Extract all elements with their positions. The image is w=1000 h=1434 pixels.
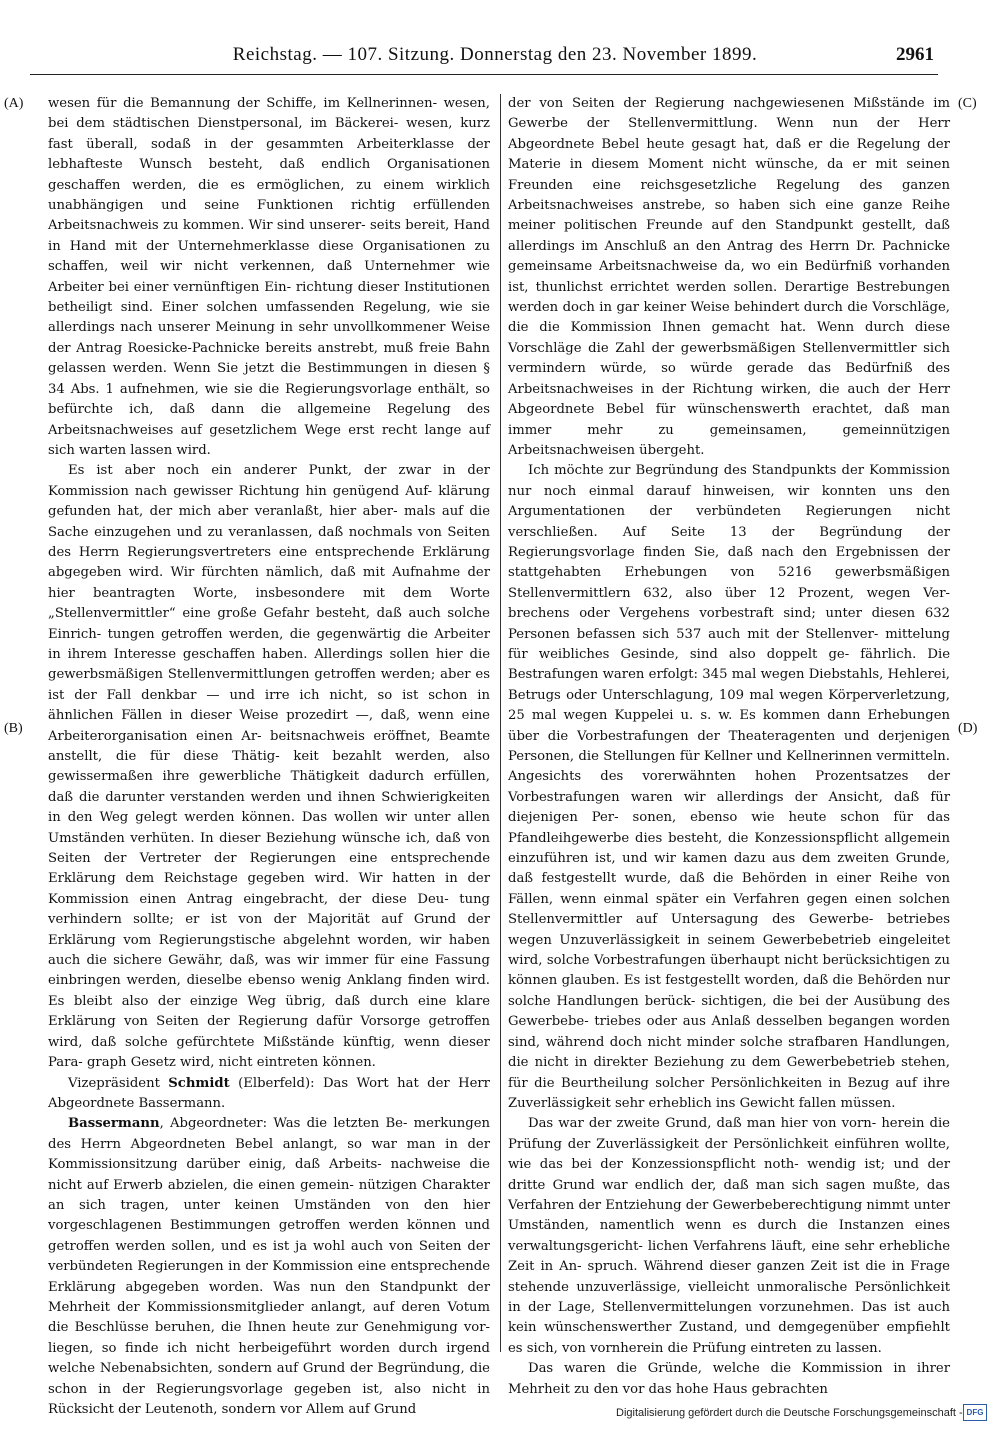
running-head: Reichstag. — 107. Sitzung. Donnerstag den 23. November 1899. (232, 44, 758, 65)
bassermann-speech (48, 1114, 490, 1420)
header-rule (30, 74, 938, 75)
right-column (508, 94, 950, 1397)
right-paragraph-4: Das waren die Gründe, welche die Kommission in ihrer Mehrheit zu den vor das hohe Haus gebrachten (508, 1361, 950, 1397)
column-divider (500, 94, 501, 1352)
margin-mark-d: (D) (958, 721, 978, 736)
vice-president-rest: (Elberfeld): Das Wort hat der Herr Abgeordnete Bassermann. (48, 1075, 490, 1111)
vice-president-prefix: Vizepräsident (68, 1075, 169, 1091)
page-number: 2961 (896, 44, 934, 65)
margin-mark-b: (B) (4, 721, 23, 736)
bassermann-speech-text: , Abgeordneter: Was die letzten Be- merkungen des Herrn Abgeordneten Bebel anlangt, so war man in der Kommissionsitzung darüber einig, daß Arbeits- nachweise die nicht auf Erwerb abzielen, die einen gemein- nützigen Charakter an sich tragen, unter keinen Umständen von den hier vorgeschlagenen Bestimmungen getroffen werden können und getroffen werden sollen, und es ist ja wohl auch von Seiten der verbündeten Regierungen in der Kommission eine entsprechende Erklärung abgegeben worden. Was nun den Standpunkt der Mehrheit der Kommissionsmitglieder anlangt, auf deren Votum die Beschlüsse beruhen, die Ihnen heute zur Genehmigung vor- liegen, so finde ich nicht herbeigeführt worden durch irgend welche Nebenabsichten, sondern auf Grund der Begründung, die schon in der Regierungsvorlage gegeben ist, also nicht in Rücksicht der Leutenoth, sondern vor Allem auf Grund (48, 1116, 490, 1417)
footer-credit: Digitalisierung gefördert durch die Deutsche Forschungsgemeinschaft - (616, 1407, 963, 1419)
margin-mark-a: (A) (4, 96, 24, 111)
speaker-schmidt: Schmidt (168, 1075, 230, 1091)
digitization-footer (616, 1403, 986, 1425)
left-column (48, 94, 490, 1417)
left-paragraph-2: Es ist aber noch ein anderer Punkt, der zwar in der Kommission nach gewisser Richtung hin genügend Auf- klärung gefunden hat, der mich aber veranlaßt, hier aber- mals auf die Sache einzugehen und zu veranlassen, daß nochmals von Seiten des Herrn Regierungsvertreters eine entsprechende Erklärung abgegeben wird. Wir fürchten nämlich, daß mit Aufnahme der hier beantragten Worte, insbesondere mit dem Worte „Stellenvermittler“ eine große Gefahr besteht, daß auch solche Einrich- tungen getroffen werden, die gegenwärtig die Arbeiter in ihrem Interesse geschaffen haben. Allerdings sollen hier die gewerbsmäßigen Stellenvermittlungen getroffen werden; aber es ist der Fall denkbar — und irre ich nicht, so ist schon in ähnlichen Fällen in dieser Weise prozedirt —, daß, wenn eine Arbeiterorganisation einen Ar- beitsnachweis eröffnet, Beamte anstellt, die für diese Thätig- keit bezahlt werden, also gewissermaßen ihre gewerbliche Thätigkeit dadurch erfüllen, daß die darunter verstanden werden und ihnen Schwierigkeiten in den Weg gelegt werden können. Das wollen wir unter allen Umständen verhüten. In dieser Beziehung wünsche ich, daß von Seiten der Vertreter der Regierungen eine entsprechende Erklärung dem Reichstage gegeben wird. Wir hatten in der Kommission einen Antrag eingebracht, der diese Deu- tung verhindern sollte; er ist von der Majorität auf Grund der Erklärung vom Regierungstische abgelehnt worden, wir haben auch die sichere Gewähr, daß, was wir immer für eine Fassung einbringen werden, dieselbe ebenso wenig Anklang finden wird. Es bleibt also der einzige Weg übrig, daß durch eine klare Erklärung von Seiten der Regierung dafür Vorsorge getroffen wird, daß solche gefürchtete Mißstände künftig, wenn dieser Para- graph Gesetz wird, nicht eintreten können. (48, 463, 490, 1071)
margin-mark-c: (C) (958, 96, 977, 111)
right-paragraph-2: Ich möchte zur Begründung des Standpunkts der Kommission nur noch einmal darauf hinweisen, wir konnten uns den Argumentationen der verbündeten Regierungen nicht verschließen. Auf Seite 13 der Begründung der Regierungsvorlage finden Sie, daß nach den Ergebnissen der stattgehabten Erhebungen von 5216 gewerbsmäßigen Stellenvermittlern 632, also über 12 Prozent, wegen Ver- brechens oder Vergehens vorbestraft sind; unter diesen 632 Personen befassen sich 537 auch mit der Stellenver- mittelung für weibliches Gesinde, sind also doppelt ge- fährlich. Die Bestrafungen waren erfolgt: 345 mal wegen Diebstahls, Hehlerei, Betrugs oder Unterschlagung, 109 mal wegen Körperverletzung, 25 mal wegen Kuppelei u. s. w. Es kommen dann Erhebungen über die Vorbestrafungen der Theateragenten und derjenigen Personen, die Stellungen für Kellner und Kellnerinnen vermitteln. Angesichts des vorerwähnten hohen Prozentsatzes der Vorbestrafungen waren wir allerdings der Ansicht, daß für diejenigen Per- sonen, ebenso wie heute schon für das Pfandleihgewerbe dies besteht, die Konzessionspflicht allgemein einzuführen ist, und wir kamen dazu aus dem zweiten Grunde, daß festgestellt wurde, daß die Behörden in einer Reihe von Fällen, wenn einmal später ein Verfahren gegen einen solchen Stellenvermittler auf Untersagung des Gewerbe- betriebes wegen Unzuverlässigkeit in seinem Gewerbebetrieb eingeleitet wird, solche Vorbestrafungen überhaupt nicht berücksichtigen zu können glauben. Es ist festgestellt worden, daß die Behörden nur solche Handlungen berück- sichtigen, die bei der Ausübung des Gewerbebe- triebes oder aus Anlaß desselben begangen worden sind, während doch nicht minder solche strafbaren Handlungen, die nicht in direkter Beziehung zu dem Gewerbebetrieb stehen, für die Beurtheilung solcher Persönlichkeiten in Bezug auf ihre Zuverlässigkeit sehr erheblich ins Gewicht fallen müssen. (508, 463, 950, 1111)
right-paragraph-1: der von Seiten der Regierung nachgewiesenen Mißstände im Gewerbe der Stellenvermittlung. Wenn nun der Herr Abgeordnete Bebel heute gesagt hat, daß er die Regelung der Materie in diesem Moment nicht wünsche, da er mit seinen Freunden eine reichsgesetzliche Regelung des ganzen Arbeitsnachweises anstrebe, so haben sich eine ganze Reihe meiner politischen Freunde auf den Standpunkt gestellt, daß allerdings im Anschluß an den Antrag des Herrn Dr. Pachnicke gemeinsame Arbeitsnachweise da, wo ein Bedürfniß vorhanden ist, thunlichst errichtet werden sollen. Derartige Bestrebungen werden doch in gar keiner Weise behindert durch die Vorschläge, die die Kommission Ihnen gemacht hat. Wenn durch diese Vorschläge die Zahl der gewerbsmäßigen Stellenvermittler sich vermindern würde, so würde gerade das Bedürfniß des Arbeitsnachweises in der Richtung wirken, die auch der Herr Abgeordnete Bebel für wünschenswerth erachtet, daß man immer mehr zu gemeinsamen, gemeinnützigen Arbeitsnachweisen übergeht. (508, 96, 950, 458)
speaker-bassermann: Bassermann (68, 1116, 160, 1132)
right-paragraph-3: Das war der zweite Grund, daß man hier von vorn- herein die Prüfung der Zuverlässigkeit der Persönlichkeit einführen wollte, wie das bei der Konzessionspflicht noth- wendig ist; und der dritte Grund war endlich der, daß man sich sagen mußte, das Verfahren der Entziehung der Gewerbeberechtigung nimmt unter Umständen, namentlich wenn es durch die Instanzen eines verwaltungsgericht- lichen Verfahrens läuft, eine sehr erhebliche Zeit in An- spruch. Während dieser ganzen Zeit ist die in Frage stehende unzuverlässige, vielleicht unmoralische Persönlichkeit in der Lage, Stellenvermittelungen vorzunehmen. Das ist auch kein wünschenswerther Zustand, und demgegenüber empfiehlt es sich, von vornherein die Prüfung eintreten zu lassen. (508, 1116, 950, 1356)
page-header (0, 44, 1000, 78)
dfg-logo-icon: DFG (963, 1404, 987, 1421)
left-paragraph-1: wesen für die Bemannung der Schiffe, im Kellnerinnen- wesen, bei dem städtischen Dienstpersonal, im Bäckerei- wesen, kurz fast überall, sodaß in der gesammten Arbeiterklasse der lebhafteste Wunsch besteht, daß endlich Organisationen geschaffen werden, die es ermöglichen, zu einem wirklich unabhängigen und seine Funktionen richtig erfüllenden Arbeitsnachweis zu kommen. Wir sind unserer- seits bereit, Hand in Hand mit der Unternehmerklasse diese Organisationen zu schaffen, weil wir nicht verkennen, daß Unternehmer wie Arbeiter bei einer vernünftigen Ein- richtung dieser Institutionen betheiligt sind. Einer solchen umfassenden Regelung, wie sie allerdings nach unserer Meinung in sehr unvollkommener Weise der Antrag Roesicke-Pachnicke bereits anstrebt, muß freie Bahn gelassen werden. Wenn Sie jetzt die Bestimmungen in diesen § 34 Abs. 1 aufnehmen, wie sie die Regierungsvorlage enthält, so befürchte ich, daß dann die allgemeine Regelung des Arbeitsnachweises auf gesetzlichem Wege erst recht lange auf sich warten lassen wird. (48, 96, 490, 458)
vice-president-remark (48, 1074, 490, 1115)
